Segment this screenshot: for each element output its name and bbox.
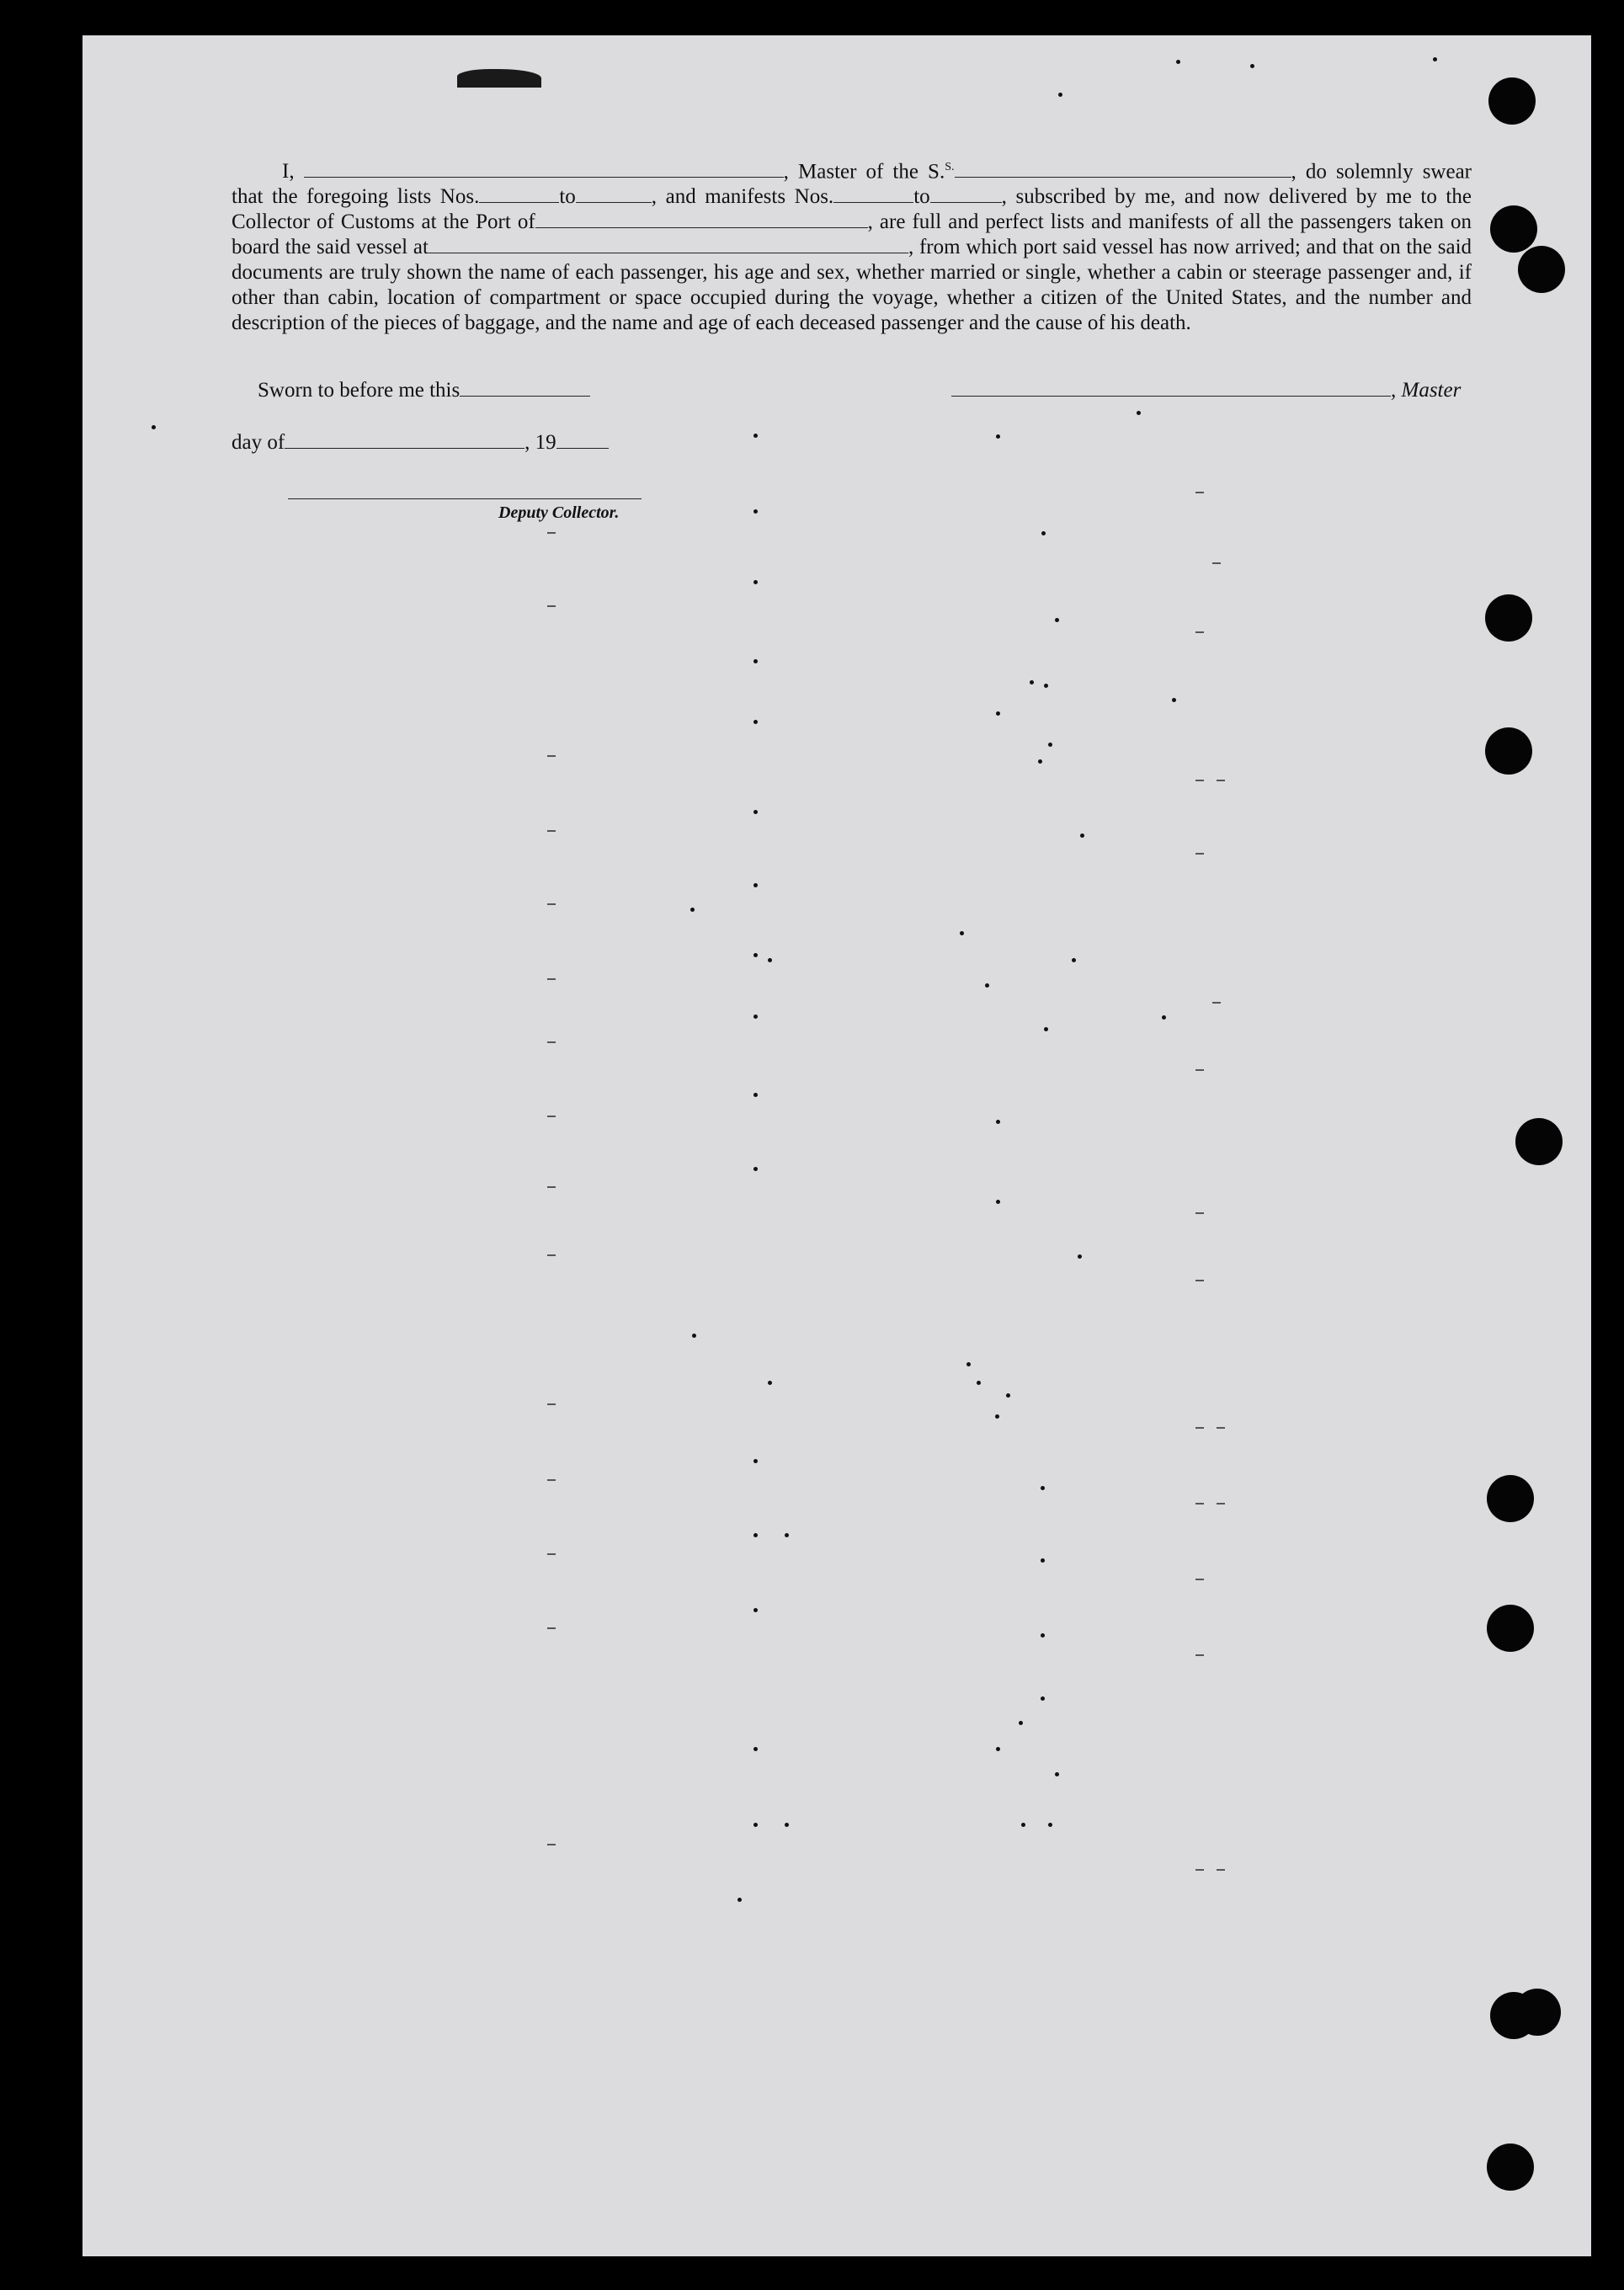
punch-hole bbox=[1487, 2144, 1534, 2191]
speck bbox=[1019, 1721, 1023, 1725]
oath-paragraph bbox=[232, 155, 1472, 336]
oath-text: , subscribed by me, and now delivered by me to the Collector of Customs at the Port of bbox=[232, 185, 1472, 234]
master-name-blank bbox=[304, 160, 784, 178]
speck bbox=[753, 659, 758, 663]
speck bbox=[996, 1747, 1000, 1751]
speck bbox=[753, 720, 758, 724]
dash-mark bbox=[547, 1479, 556, 1481]
speck bbox=[753, 1747, 758, 1751]
speck bbox=[985, 983, 989, 988]
dash-mark bbox=[1195, 1212, 1204, 1214]
speck bbox=[960, 931, 964, 935]
deputy-signature-blank bbox=[288, 498, 642, 499]
speck bbox=[753, 1167, 758, 1171]
punch-hole bbox=[1485, 727, 1532, 775]
ship-name-blank bbox=[955, 160, 1291, 178]
dash-mark bbox=[547, 1116, 556, 1117]
date-line bbox=[232, 431, 609, 455]
speck bbox=[1041, 1633, 1045, 1638]
speck bbox=[692, 1334, 696, 1338]
oath-text: , are full and perfect lists and manifests of all the passengers taken on board the said vessel at bbox=[232, 210, 1472, 259]
speck bbox=[753, 1823, 758, 1827]
dash-mark bbox=[1217, 1503, 1225, 1504]
master-label: , Master bbox=[1391, 379, 1462, 402]
speck bbox=[768, 958, 772, 962]
dash-mark bbox=[1195, 1280, 1204, 1281]
speck bbox=[753, 1459, 758, 1463]
dash-mark bbox=[1195, 1579, 1204, 1580]
speck bbox=[1058, 93, 1062, 97]
dash-mark bbox=[547, 1186, 556, 1188]
dash-mark bbox=[1195, 492, 1204, 493]
speck bbox=[1172, 698, 1176, 702]
speck bbox=[753, 1608, 758, 1612]
dash-mark bbox=[1195, 780, 1204, 781]
dash-mark bbox=[547, 1553, 556, 1555]
document-page bbox=[83, 35, 1591, 2256]
dash-mark bbox=[1195, 1069, 1204, 1071]
speck bbox=[1055, 1772, 1059, 1776]
speck bbox=[753, 1093, 758, 1097]
oath-text: to bbox=[559, 185, 576, 209]
sworn-day-blank bbox=[460, 379, 590, 397]
dash-mark bbox=[547, 755, 556, 757]
speck bbox=[753, 1533, 758, 1537]
speck bbox=[1038, 759, 1042, 764]
speck bbox=[1162, 1015, 1166, 1020]
speck bbox=[1080, 833, 1084, 838]
dash-mark bbox=[1212, 1002, 1221, 1004]
dash-mark bbox=[547, 1627, 556, 1629]
dash-mark bbox=[1212, 562, 1221, 564]
speck bbox=[785, 1533, 789, 1537]
speck bbox=[1044, 684, 1048, 688]
speck bbox=[1176, 60, 1180, 64]
dash-mark bbox=[547, 903, 556, 905]
year-blank bbox=[556, 431, 609, 449]
month-blank bbox=[285, 431, 524, 449]
speck bbox=[1048, 1823, 1052, 1827]
oath-text: to bbox=[913, 185, 930, 209]
speck bbox=[753, 810, 758, 814]
speck bbox=[690, 908, 695, 912]
punch-hole bbox=[1488, 77, 1536, 125]
deputy-collector-label: Deputy Collector. bbox=[498, 503, 620, 522]
oath-text: , and manifests Nos. bbox=[651, 185, 834, 209]
dash-mark bbox=[1217, 1869, 1225, 1871]
dash-mark bbox=[547, 532, 556, 534]
list-to-blank bbox=[576, 185, 652, 203]
speck bbox=[737, 1898, 742, 1902]
speck bbox=[1055, 618, 1059, 622]
dash-mark bbox=[547, 830, 556, 832]
speck bbox=[1041, 531, 1046, 535]
speck bbox=[753, 953, 758, 957]
speck bbox=[753, 434, 758, 438]
speck bbox=[1030, 680, 1034, 684]
speck bbox=[996, 1120, 1000, 1124]
speck bbox=[785, 1823, 789, 1827]
speck bbox=[996, 711, 1000, 716]
punch-hole bbox=[1487, 1605, 1534, 1652]
sworn-label: Sworn to before me this bbox=[258, 379, 461, 402]
dash-mark bbox=[1195, 1654, 1204, 1656]
dash-mark bbox=[1195, 853, 1204, 855]
manifest-from-blank bbox=[833, 185, 913, 203]
punch-hole bbox=[1518, 246, 1565, 293]
oath-text: , do solemnly swear that the foregoing lists Nos. bbox=[232, 160, 1472, 209]
manifest-to-blank bbox=[930, 185, 1002, 203]
list-from-blank bbox=[479, 185, 559, 203]
dash-mark bbox=[1217, 1427, 1225, 1429]
speck bbox=[1006, 1393, 1010, 1398]
dash-mark bbox=[1195, 631, 1204, 633]
port-blank bbox=[535, 210, 868, 228]
oath-text: , Master of the S. bbox=[783, 160, 945, 184]
departure-port-blank bbox=[429, 236, 908, 253]
punch-hole bbox=[1490, 205, 1537, 253]
dash-mark bbox=[547, 605, 556, 607]
dash-mark bbox=[547, 1844, 556, 1845]
speck bbox=[996, 1200, 1000, 1204]
speck bbox=[1048, 743, 1052, 747]
dash-mark bbox=[547, 1041, 556, 1043]
speck bbox=[753, 580, 758, 584]
speck bbox=[1078, 1254, 1082, 1259]
speck bbox=[753, 509, 758, 514]
punch-hole bbox=[1514, 1989, 1561, 2036]
speck bbox=[1433, 57, 1437, 61]
dash-mark bbox=[1195, 1427, 1204, 1429]
punch-hole bbox=[1485, 594, 1532, 642]
dash-mark bbox=[547, 1403, 556, 1405]
speck bbox=[152, 425, 156, 429]
speck bbox=[996, 434, 1000, 439]
speck bbox=[1044, 1027, 1048, 1031]
oath-text: S. bbox=[945, 161, 955, 173]
speck bbox=[966, 1362, 971, 1366]
speck bbox=[977, 1381, 981, 1385]
speck bbox=[753, 1015, 758, 1019]
speck bbox=[1041, 1558, 1045, 1563]
dash-mark bbox=[1217, 780, 1225, 781]
corner-mark bbox=[457, 69, 541, 88]
dash-mark bbox=[547, 1254, 556, 1256]
dash-mark bbox=[1195, 1869, 1204, 1871]
speck bbox=[995, 1414, 999, 1419]
oath-text: , from which port said vessel has now arrived; and that on the said documents are truly shown the name of each passenger, his age and sex, whether married or single, whether a cabin or steerage passenger and, if other than cabin, location of compartment or space occupied during the voyage, whether a citizen of the United States, and the number and description of the pieces of baggage, and the name and age of each deceased passenger and the cause of his death. bbox=[232, 236, 1472, 335]
dash-mark bbox=[547, 978, 556, 980]
master-signature-line bbox=[951, 379, 1461, 402]
year-label: , 19 bbox=[524, 431, 556, 454]
speck bbox=[1250, 64, 1254, 68]
oath-text: I, bbox=[282, 160, 295, 184]
speck bbox=[768, 1381, 772, 1385]
speck bbox=[1041, 1486, 1045, 1490]
speck bbox=[1072, 958, 1076, 962]
speck bbox=[753, 883, 758, 887]
speck bbox=[1137, 411, 1141, 415]
punch-hole bbox=[1515, 1118, 1563, 1165]
punch-hole bbox=[1487, 1475, 1534, 1522]
speck bbox=[1041, 1696, 1045, 1701]
dash-mark bbox=[1195, 1503, 1204, 1504]
day-of-label: day of bbox=[232, 431, 285, 454]
sworn-line bbox=[258, 379, 590, 402]
master-signature-blank bbox=[951, 379, 1391, 397]
speck bbox=[1021, 1823, 1025, 1827]
